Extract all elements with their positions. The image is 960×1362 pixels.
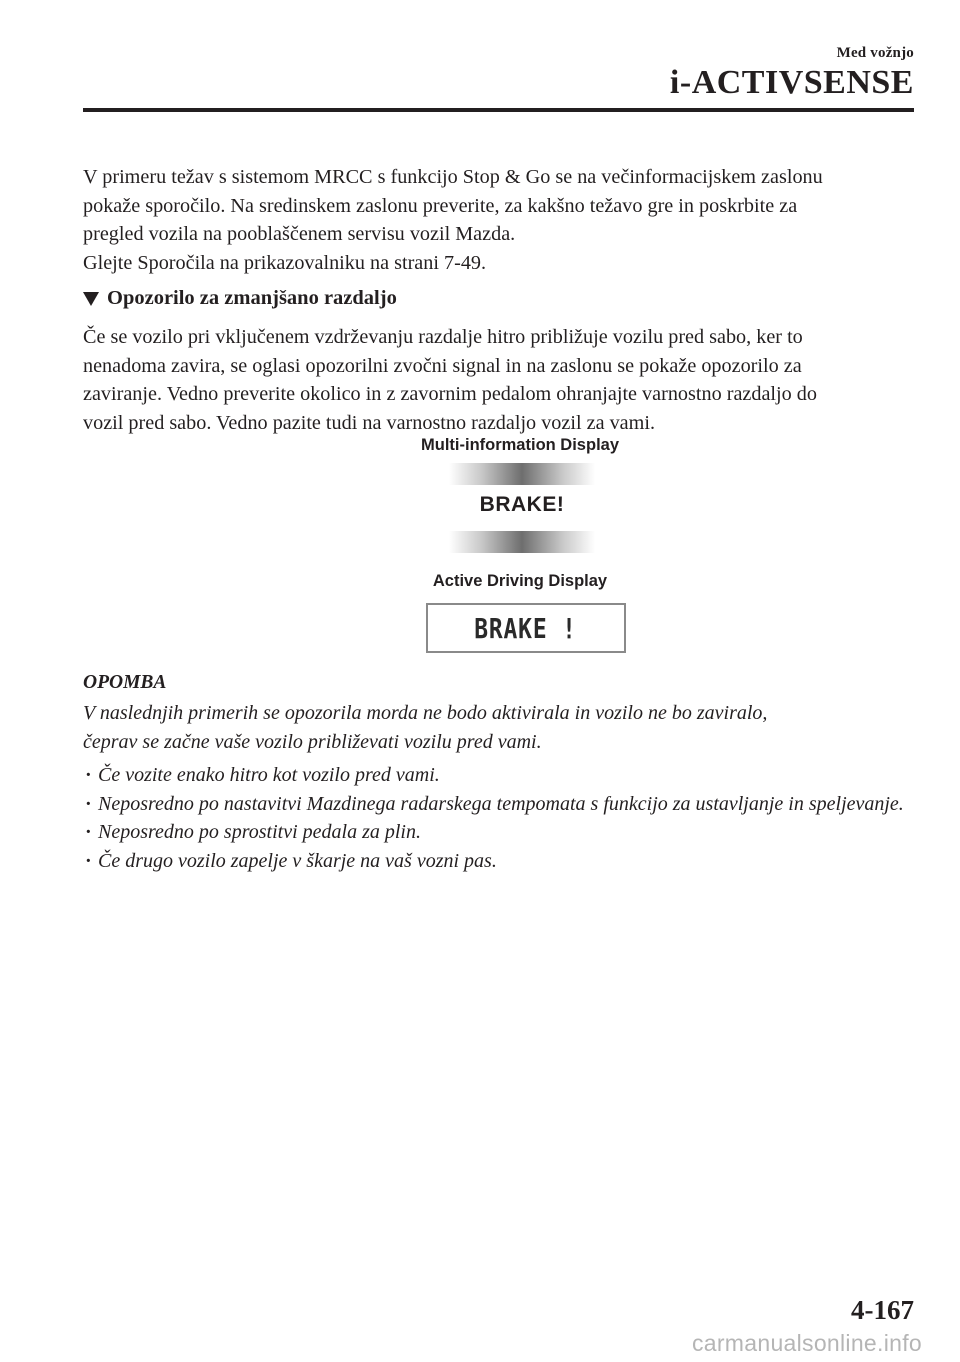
adp-display-brake-text: BRAKE ! xyxy=(474,611,578,645)
section-line: vozil pred sabo. Vedno pazite tudi na varnostno razdaljo vozil za vami. xyxy=(83,411,655,434)
intro-line: pokaže sporočilo. Na sredinskem zaslonu preverite, za kakšno težavo gre in poskrbite za xyxy=(83,194,798,217)
list-item: · Če vozite enako hitro kot vozilo pred vami. xyxy=(83,761,913,790)
mid-display-label: Multi-information Display xyxy=(421,436,619,454)
section-line: zaviranje. Vedno preverite okolico in z zavornim pedalom ohranjajte varnostno razdaljo do xyxy=(83,383,817,406)
section-line: nenadoma zavira, se oglasi opozorilni zvočni signal in na zaslonu se pokaže opozorilo za xyxy=(83,354,802,377)
note-title: OPOMBA xyxy=(83,672,167,693)
section-paragraph xyxy=(83,323,913,437)
list-item: · Neposredno po nastavitvi Mazdinega radarskega tempomata s funkcijo za ustavljanje in speljevanje. xyxy=(83,790,913,819)
mid-display xyxy=(449,463,595,553)
note-line: V naslednjih primerih se opozorila morda ne bodo aktivirala in vozilo ne bo zaviralo, xyxy=(83,702,768,724)
header-title: i-ACTIVSENSE xyxy=(669,64,914,101)
mid-display-brake-text: BRAKE! xyxy=(479,493,565,516)
intro-line: V primeru težav s sistemom MRCC s funkcijo Stop & Go se na večinformacijskem zaslonu xyxy=(83,166,823,188)
header-chapter: Med vožnjo xyxy=(836,45,914,61)
section-heading xyxy=(83,284,397,312)
note-line: čeprav se začne vaše vozilo približevati vozilu pred vami. xyxy=(83,730,542,753)
adp-display-label: Active Driving Display xyxy=(432,572,608,590)
triangle-down-icon xyxy=(83,292,99,306)
intro-line: pregled vozila na pooblaščenem servisu vozil Mazda. xyxy=(83,223,516,246)
adp-display xyxy=(426,603,626,653)
note-paragraph xyxy=(83,699,913,756)
intro-line: Glejte Sporočila na prikazovalniku na strani 7-49. xyxy=(83,251,487,274)
section-line: Če se vozilo pri vključenem vzdrževanju razdalje hitro približuje vozilu pred sabo, ker to xyxy=(83,326,803,348)
page-number: 4-167 xyxy=(851,1295,914,1325)
watermark: carmanualsonline.info xyxy=(691,1330,922,1356)
section-heading-text: Opozorilo za zmanjšano razdaljo xyxy=(107,287,397,309)
note-bullet-list xyxy=(83,761,913,875)
list-item: · Če drugo vozilo zapelje v škarje na vaš vozni pas. xyxy=(83,847,913,876)
header-rule xyxy=(83,108,914,112)
intro-paragraph xyxy=(83,163,913,277)
list-item: · Neposredno po sprostitvi pedala za plin. xyxy=(83,818,913,847)
mid-display-gradient-bottom xyxy=(449,531,595,553)
mid-display-gradient-top xyxy=(449,463,595,485)
